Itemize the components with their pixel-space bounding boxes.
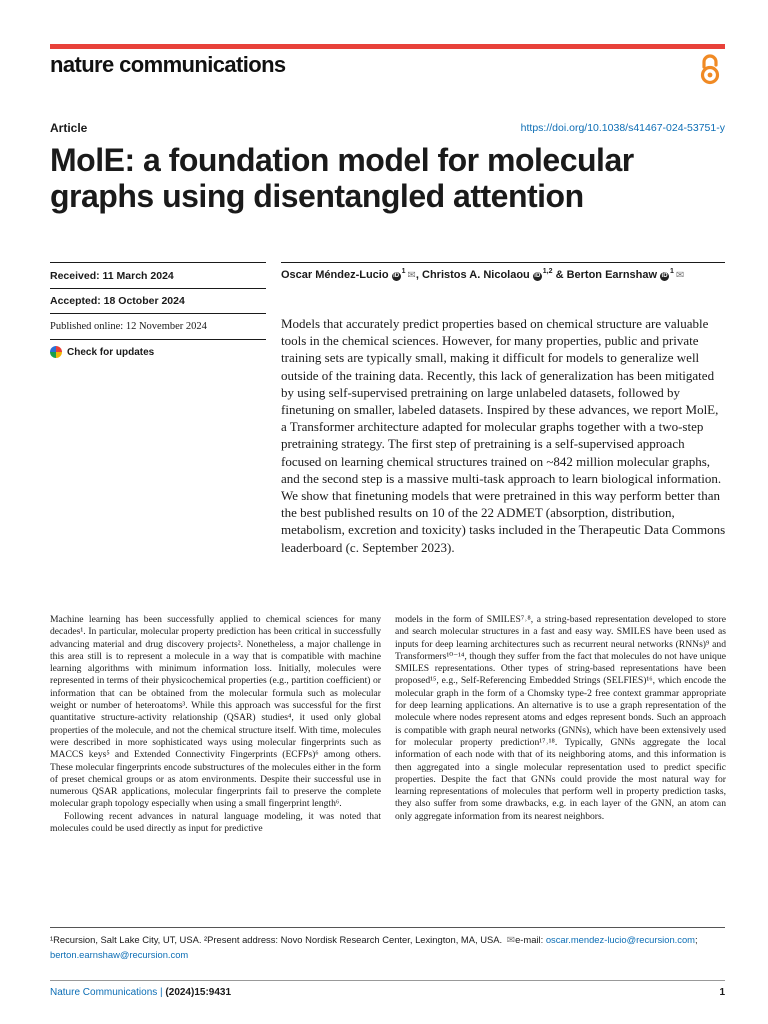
published-date: Published online: 12 November 2024 bbox=[50, 321, 207, 332]
journal-name[interactable]: nature communications bbox=[50, 52, 286, 77]
affiliations-text: ¹Recursion, Salt Lake City, UT, USA. ²Present address: Novo Nordisk Research Center, Lexington, MA, USA. bbox=[50, 934, 503, 945]
body-paragraph: models in the form of SMILES⁷˒⁸, a string-based representation developed to store and search molecular structures in a fast and easy way. SMILES have been used as inputs for deep learning architectures such as recurrent neural networks (RNNs)⁹ and Transformers¹⁰⁻¹⁴, though they suffer from the fact that molecules do not have unique SMILES representations. Other types of string-based representations have been proposed¹⁵, e.g., Self-Referencing Embedded Strings (SELFIES)¹⁶, which encode the molecular graph in the form of a Chomsky type-2 free context grammar appropriate for deep learning applications. An alternative is to use a graph representation of the molecule where nodes represent atoms and edges represent bonds. Such an approach is compatible with graph neural networks (GNNs), which have been extensively used for molecular property prediction¹⁷˒¹⁸. Typically, GNNs aggregate the local information of each node with that of its neighboring atoms, and this information is then aggregated into a single molecular representation used to predict specific properties. Despite the fact that GNNs could provide the most natural way for learning representations of molecules that perform well in property prediction tasks, they also suffer from some drawbacks, e.g. in each layer of the GNN, an atom can only aggregate information from its nearest neighbors. bbox=[395, 614, 726, 822]
authors-divider bbox=[281, 262, 725, 263]
meta-divider bbox=[50, 262, 266, 263]
body-column-left bbox=[50, 614, 381, 835]
author-name[interactable]: Oscar Méndez-Lucio bbox=[281, 269, 389, 281]
email-label: e-mail: bbox=[515, 934, 546, 945]
email-link[interactable]: oscar.mendez-lucio@recursion.com bbox=[545, 934, 695, 945]
meta-divider bbox=[50, 313, 266, 314]
page-footer: Nature Communications | (2024)15:9431 bbox=[50, 987, 232, 998]
footer-journal-link[interactable]: Nature Communications bbox=[50, 987, 158, 998]
orcid-icon[interactable]: iD bbox=[393, 273, 400, 279]
author-name[interactable]: Christos A. Nicolaou bbox=[422, 269, 530, 281]
affiliation-sup: 1 bbox=[670, 268, 674, 275]
footer-issue: (2024)15:9431 bbox=[165, 987, 232, 998]
email-link[interactable]: berton.earnshaw@recursion.com bbox=[50, 949, 189, 960]
doi-link[interactable]: https://doi.org/10.1038/s41467-024-53751-y bbox=[520, 122, 725, 134]
article-type: Article bbox=[50, 121, 88, 135]
affiliation-sup: 1 bbox=[401, 268, 406, 275]
author-separator: & bbox=[552, 269, 567, 281]
open-access-lock-icon[interactable] bbox=[697, 53, 723, 85]
body-paragraph: Following recent advances in natural language modeling, it was noted that molecules could be used directly as input for predictive bbox=[50, 810, 381, 835]
received-date: Received: 11 March 2024 bbox=[50, 270, 174, 282]
abstract: Models that accurately predict properties based on chemical structure are valuable tools in the chemical sciences. However, for many properties, public and private training sets are typically small, making it difficult for models to generalize well outside of the training data. Recently, this lack of generalization has been mitigated by using self-supervised pretraining on large unlabeled datasets, followed by finetuning on smaller, labeled datasets. Inspired by these advances, we report MolE, a Transformer architecture adapted for molecular graphs together with a two-step pretraining strategy. The first step of pretraining is a self-supervised approach focused on learning chemical structures trained on ~842 million molecular graphs, and the second step is a massive multi-task approach to learn biological information. We show that finetuning models that were pretrained in this way perform better than the best published results on 10 of the 22 ADMET (absorption, distribution, metabolism, excretion and toxicity) tasks included in the Therapeutic Data Commons leaderboard (c. September 2023). bbox=[281, 316, 726, 555]
crossmark-icon bbox=[50, 346, 62, 358]
footnote-divider bbox=[50, 927, 725, 928]
orcid-icon[interactable]: iD bbox=[661, 273, 668, 279]
page-number: 1 bbox=[719, 987, 725, 998]
affiliations-footnote: ¹Recursion, Salt Lake City, UT, USA. ²Present address: Novo Nordisk Research Center, Lexington, MA, USA. ✉e-mail: oscar.mendez-lucio@recursion.com; berton.earnshaw@recursion.com bbox=[50, 934, 698, 960]
orcid-icon[interactable]: iD bbox=[534, 273, 541, 279]
author-separator: , bbox=[415, 269, 422, 281]
footer-divider bbox=[50, 980, 725, 981]
envelope-icon[interactable]: ✉ bbox=[675, 270, 685, 281]
check-for-updates-label: Check for updates bbox=[67, 346, 155, 358]
body-column-right bbox=[395, 614, 726, 823]
check-for-updates-button[interactable] bbox=[50, 346, 154, 358]
accepted-date: Accepted: 18 October 2024 bbox=[50, 295, 185, 307]
author-name[interactable]: Berton Earnshaw bbox=[566, 269, 658, 281]
meta-divider bbox=[50, 339, 266, 340]
envelope-icon: ✉ bbox=[506, 935, 516, 946]
header-accent-rule bbox=[50, 44, 725, 49]
meta-divider bbox=[50, 288, 266, 289]
article-title: MolE: a foundation model for molecular graphs using disentangled attention bbox=[50, 142, 634, 214]
author-list bbox=[281, 268, 731, 281]
body-paragraph: Machine learning has been successfully applied to chemical sciences for many decades¹. In particular, molecular property prediction has been critical in successfully advancing material and drug discovery projects². Nonetheless, a major challenge in this area still is to represent a molecule in a way that is compatible with machine learning algorithms with minimum information loss. Initially, molecules were represented in terms of their physicochemical properties (e.g., partition coefficient) or information that can be obtained from the molecular formula such as molecular weight or number of heteroatoms³. While this approach was successful for the first quantitative structure-activity relationship (QSAR) studies⁴, it used only global properties of the molecule, and not the chemical structure itself. With time, molecules were described in more sophisticated ways using molecular fingerprints such as MACCS keys⁵ and Extended Connectivity Fingerprints (ECFPs)⁶ among others. These molecular fingerprints encode substructures of the molecules either in the form of preset chemical groups or as atom environments. Despite their successful use in numerous QSAR applications, molecular fingerprints fail to preserve the complete molecular graph topology especially when using a small fingerprint length⁶. bbox=[50, 614, 381, 810]
affiliation-sup: 1,2 bbox=[542, 268, 553, 275]
envelope-icon[interactable]: ✉ bbox=[407, 270, 416, 281]
